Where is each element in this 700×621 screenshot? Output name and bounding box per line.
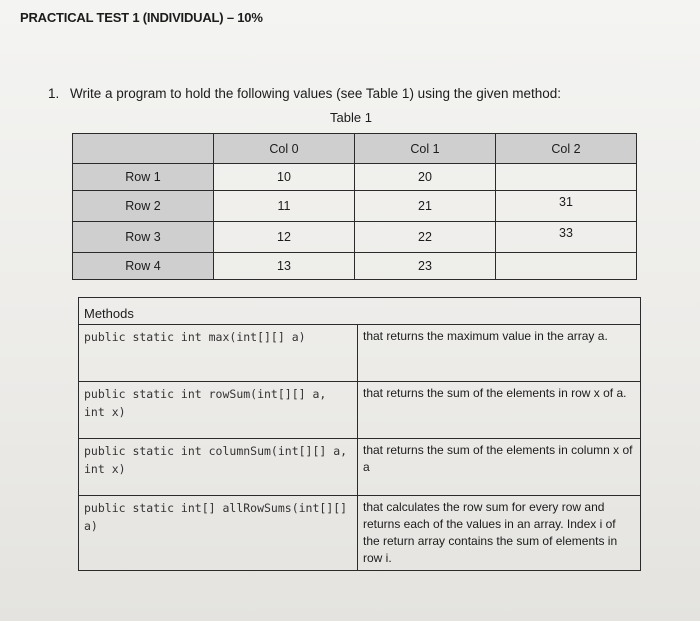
col-header-0: Col 0 (214, 134, 355, 164)
method-row (79, 325, 641, 382)
table-row (73, 164, 637, 191)
methods-header-row (79, 298, 641, 325)
table-cell: 33 (496, 222, 637, 253)
method-row (79, 496, 641, 571)
question-number: 1. (48, 86, 60, 101)
table-cell: 21 (355, 191, 496, 222)
method-description: that calculates the row sum for every row and returns each of the values in an array. Index i of the return array contains the sum of elements in row i. (358, 496, 641, 571)
method-row (79, 439, 641, 496)
method-signature: public static int[] allRowSums(int[][] a) (79, 496, 358, 571)
table-row (73, 253, 637, 280)
table-cell: 11 (214, 191, 355, 222)
header-row (73, 134, 637, 164)
method-row (79, 382, 641, 439)
method-signature: public static int columnSum(int[][] a, int x) (79, 439, 358, 496)
table-cell: 12 (214, 222, 355, 253)
row-label: Row 1 (73, 164, 214, 191)
table-cell: 20 (355, 164, 496, 191)
corner-cell (73, 134, 214, 164)
method-description: that returns the sum of the elements in column x of a (358, 439, 641, 496)
table-caption: Table 1 (330, 110, 372, 125)
table-cell: 23 (355, 253, 496, 280)
row-label: Row 2 (73, 191, 214, 222)
table-row (73, 191, 637, 222)
values-table (72, 133, 637, 280)
question-text: Write a program to hold the following values (see Table 1) using the given method: (70, 86, 562, 101)
row-label: Row 3 (73, 222, 214, 253)
method-description: that returns the sum of the elements in row x of a. (358, 382, 641, 439)
methods-header: Methods (79, 298, 641, 325)
method-signature: public static int rowSum(int[][] a, int x) (79, 382, 358, 439)
methods-table (78, 297, 641, 571)
page-title: PRACTICAL TEST 1 (INDIVIDUAL) – 10% (20, 10, 263, 25)
table-cell (496, 164, 637, 191)
question-1 (48, 86, 561, 101)
table-row (73, 222, 637, 253)
table-cell: 31 (496, 191, 637, 222)
table-cell: 10 (214, 164, 355, 191)
col-header-2: Col 2 (496, 134, 637, 164)
table-cell: 13 (214, 253, 355, 280)
method-signature: public static int max(int[][] a) (79, 325, 358, 382)
method-description: that returns the maximum value in the array a. (358, 325, 641, 382)
table-cell (496, 253, 637, 280)
table-cell: 22 (355, 222, 496, 253)
row-label: Row 4 (73, 253, 214, 280)
col-header-1: Col 1 (355, 134, 496, 164)
